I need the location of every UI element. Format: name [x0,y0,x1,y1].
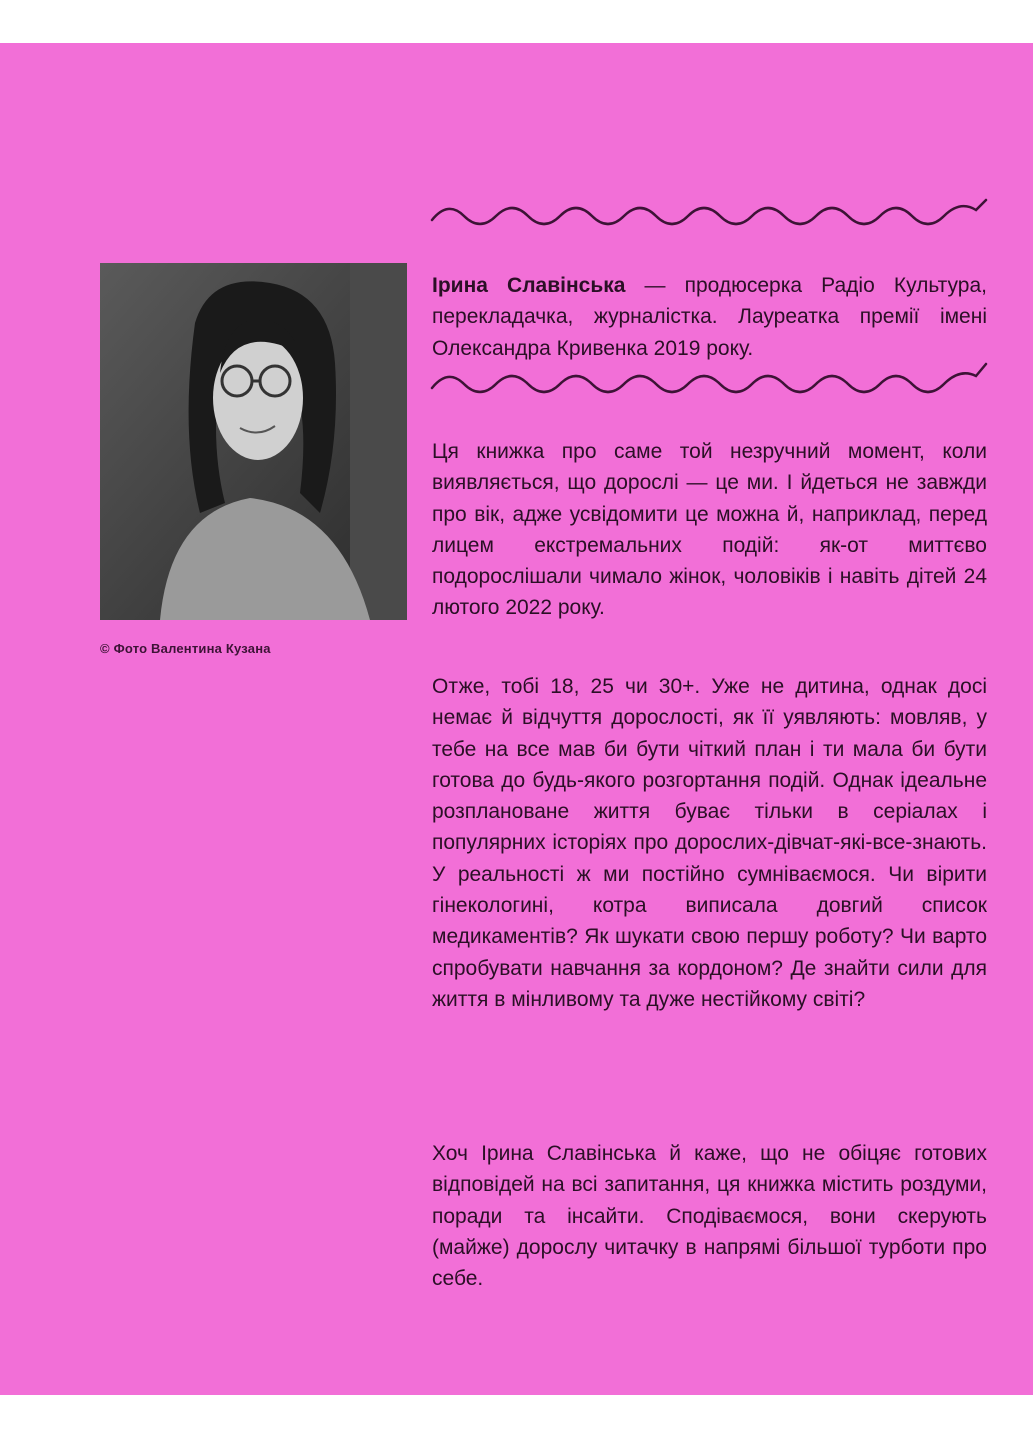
paragraph-text: Хоч Ірина Славінська й каже, що не обіцяє готових відповідей на всі запитання, ця книжка містить роздуми, поради та інсайти. Сподіваємося, вони скерують (майже) дорослу читачку в напрямі більшої турботи про себе. [432,1142,987,1291]
paragraph-text: Отже, тобі 18, 25 чи 30+. Уже не дитина, однак досі немає й відчуття дорослості, як її уявляють: мовляв, у тебе на все мав би бути чіткий план і ти мала би бути готова до будь-якого розгортання подій. Однак ідеальне розплановане життя буває тільки в серіалах і популярних історіях про дорослих-дівчат-які-все-знають. У реальності ж ми постійно сумніваємося. Чи вірити гінекологині, котра виписала довгий список медикаментів? Як шукати свою першу роботу? Чи варто спробувати навчання за кордоном? Де знайти сили для життя в мінливому та дуже нестійкому світі? [432,675,987,1011]
paragraph-text: Ця книжка про саме той незручний момент, коли виявляється, що дорослі — це ми. І йдеться не завжди про вік, адже усвідомити це можна й, наприклад, перед лицем екстремальних подій: як-от миттєво подорослішали чимало жінок, чоловіків і навіть дітей 24 лютого 2022 року. [432,440,987,620]
author-bio-text: — продюсерка Радіо Культура, перекладачка, журналістка. Лауреатка премії імені Олександра Кривенка 2019 року. [432,274,987,360]
decorative-wave-top [430,194,990,234]
author-bio [432,270,987,364]
description-paragraph-2 [432,671,987,1015]
description-paragraph-1 [432,436,987,624]
photo-caption: © Фото Валентина Кузана [100,641,271,656]
description-paragraph-3 [432,1138,987,1294]
decorative-wave-middle [430,360,990,400]
author-photo [100,263,407,620]
author-name: Ірина Славінська [432,274,626,297]
